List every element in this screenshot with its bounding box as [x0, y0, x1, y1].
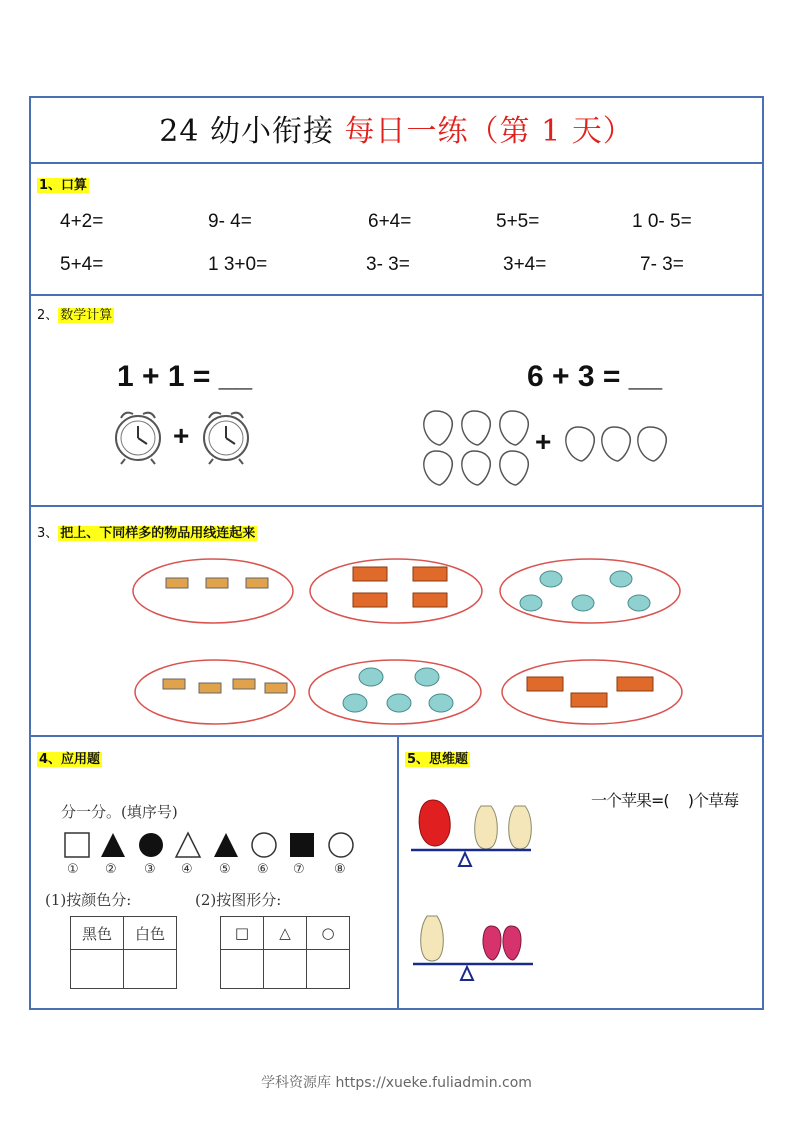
calc-item: 1 0- 5= [632, 211, 692, 232]
alarm-clock-icon [199, 406, 254, 466]
calc-item: 5+5= [496, 211, 540, 232]
radish-icon [475, 806, 498, 849]
radish-icon [421, 916, 444, 961]
circle-icon [139, 833, 163, 857]
strawberry-group-icon [558, 423, 673, 468]
calc-item: 7- 3= [640, 254, 684, 275]
title-main: 24 幼小衔接 [159, 114, 334, 149]
matching-groups [131, 553, 691, 728]
answer-cell[interactable] [124, 950, 177, 989]
circle-icon [252, 833, 276, 857]
shape-row [63, 830, 363, 862]
footer-text: 学科资源库 https://xueke.fuliadmin.com [261, 1075, 532, 1091]
section-4-label: 4、应用题 [39, 752, 101, 767]
balance-scale-1 [409, 786, 539, 871]
question-text: 一个苹果=( )个草莓 [591, 791, 738, 810]
answer-cell[interactable] [221, 950, 264, 989]
calc-item: 3+4= [503, 254, 547, 275]
equation-2: 6 + 3 = __ [527, 360, 663, 393]
calc-item: 1 3+0= [208, 254, 268, 275]
color-table: 黑色 白色 [70, 916, 177, 989]
triangle-icon [214, 833, 238, 857]
by-shape-label: (2)按图形分: [195, 891, 282, 909]
title-red: 每日一练（第 1 天） [344, 114, 634, 149]
strawberry-icon [503, 926, 521, 960]
answer-cell[interactable] [71, 950, 124, 989]
circle-icon [329, 833, 353, 857]
section-2-label: 2、 数学计算 [37, 308, 113, 323]
triangle-icon [101, 833, 125, 857]
radish-icon [509, 806, 532, 849]
plus-sign: + [535, 426, 552, 457]
balance-scale-2 [411, 906, 541, 986]
worksheet-frame: 24 幼小衔接 每日一练（第 1 天） 1、口算 4+2= 9- 4= 6+4= 5+5= 1 0- 5= 5+4= 1 3+0= 3- 3= 3+4= 7- 3= 2、 数学计算 1 + 1 = __ 6 + 3 = __ + + 3、 把上、下同样多的物品用线连起来 4、应用题 分一分。(填序号) ① ② ③ ④ ⑤ ⑥ ⑦ ⑧ (1)按颜色分: (2)按图形分: 黑色 白色 □ △ ○ 5、思维题 一个苹果=( )个草莓 [29, 96, 764, 1010]
divider [31, 162, 762, 164]
chair-icon [163, 578, 287, 693]
plus-sign: + [173, 420, 190, 451]
answer-cell[interactable] [264, 950, 307, 989]
equation-1: 1 + 1 = __ [117, 360, 253, 393]
divider [31, 505, 762, 507]
square-icon [65, 833, 89, 857]
divider [31, 294, 762, 296]
triangle-icon [176, 833, 200, 857]
section-1-label: 1、口算 [39, 178, 88, 193]
apple-icon [419, 800, 450, 846]
section-5-label: 5、思维题 [407, 752, 469, 767]
page-title [31, 106, 762, 150]
strawberry-group-icon [416, 403, 536, 493]
column-divider [397, 735, 399, 1010]
section-3-label: 3、 把上、下同样多的物品用线连起来 [37, 526, 256, 541]
calc-item: 5+4= [60, 254, 104, 275]
watering-can-icon [343, 571, 650, 712]
by-color-label: (1)按颜色分: [45, 891, 132, 909]
shape-table: □ △ ○ [220, 916, 350, 989]
alarm-clock-icon [111, 406, 166, 466]
calc-item: 4+2= [60, 211, 104, 232]
calc-item: 9- 4= [208, 211, 252, 232]
calc-item: 3- 3= [366, 254, 410, 275]
instruction-text: 分一分。(填序号) [61, 803, 178, 821]
strawberry-icon [483, 926, 501, 960]
calc-item: 6+4= [368, 211, 412, 232]
answer-cell[interactable] [307, 950, 350, 989]
square-icon [290, 833, 314, 857]
